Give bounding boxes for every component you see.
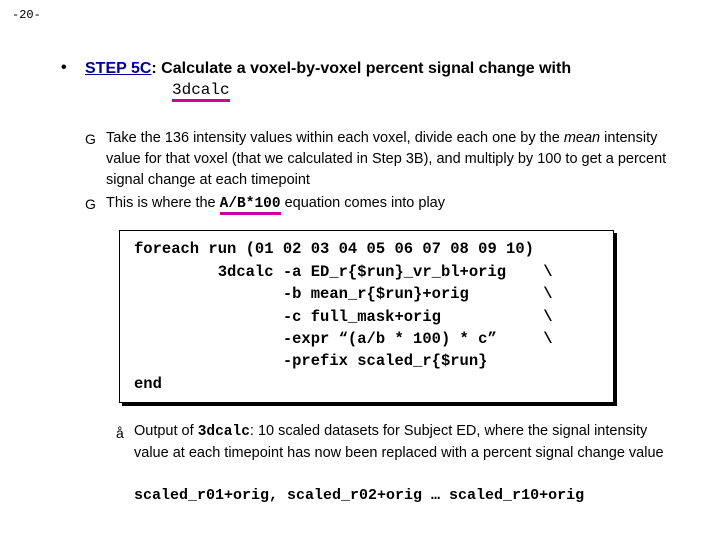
sub-bullet-2-after: equation comes into play [280, 195, 445, 211]
code-line: end [134, 375, 162, 393]
code-line: -prefix scaled_r{$run} [134, 352, 488, 370]
sub-bullet-1-after: intensity value for that voxel (that we calculated in Step 3B), and multiply by 100 to get a percent signal change at each timepoint [106, 130, 667, 188]
code-block [119, 230, 614, 403]
step-label: STEP 5C [85, 60, 152, 77]
code-line: -b mean_r{$run}+orig \ [134, 285, 553, 303]
sub-bullet-1-italic: mean [563, 130, 601, 146]
code-line: 3dcalc -a ED_r{$run}_vr_bl+orig \ [134, 263, 553, 281]
step-heading [85, 60, 571, 78]
step-command-line [172, 81, 230, 99]
sub-bullet-1-before: Take the 136 intensity values within each voxel, divide each one by the [106, 130, 564, 146]
code-line: foreach run (01 02 03 04 05 06 07 08 09 10) [134, 240, 534, 258]
sub-bullet-2-glyph: G [85, 196, 96, 212]
step-command: 3dcalc [172, 81, 230, 102]
page-number: -20- [12, 8, 41, 22]
output-command: 3dcalc [197, 424, 250, 440]
sub-bullet-1-glyph: G [85, 131, 96, 147]
code-line: -expr “(a/b * 100) * c” \ [134, 330, 553, 348]
output-description [134, 421, 679, 464]
sub-bullet-1-text [106, 128, 686, 191]
step-title: : Calculate a voxel-by-voxel percent signal change with [151, 60, 572, 77]
sub-bullet-2-code: A/B*100 [220, 196, 281, 215]
output-bullet-glyph: å [116, 425, 124, 441]
output-text: : 10 scaled datasets for Subject ED, where the signal intensity value at each timepoint has now been replaced with a percent signal change value [134, 423, 664, 461]
output-prefix: Output of [134, 423, 198, 439]
sub-bullet-2-before: This is where the [106, 195, 220, 211]
step-bullet: • [61, 59, 67, 76]
code-line: -c full_mask+orig \ [134, 308, 553, 326]
sub-bullet-2-text [106, 193, 445, 215]
output-files: scaled_r01+orig, scaled_r02+orig … scaled_r10+orig [134, 487, 585, 504]
